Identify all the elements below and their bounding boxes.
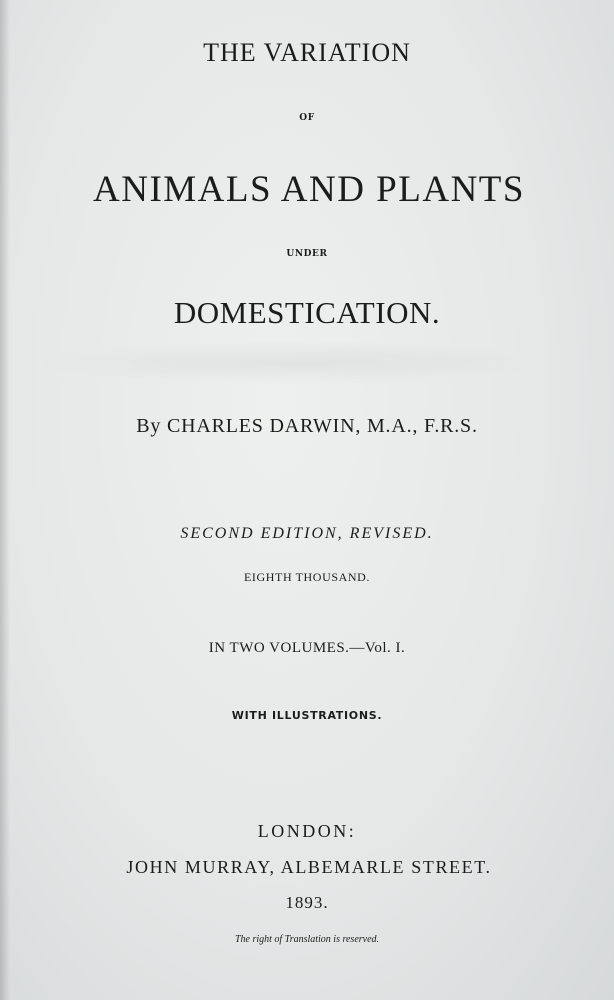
author-line: By CHARLES DARWIN, M.A., F.R.S. [136, 415, 478, 437]
illustrations-line: WITH ILLUSTRATIONS. [231, 709, 383, 722]
imprint-year: 1893. [285, 893, 329, 912]
printing-line: EIGHTH THOUSAND. [243, 570, 371, 584]
imprint-publisher: JOHN MURRAY, ALBEMARLE STREET. [126, 857, 492, 877]
title-line-3: DOMESTICATION. [173, 295, 441, 330]
title-line-2: ANIMALS AND PLANTS [93, 169, 525, 210]
connector-of: OF [299, 113, 315, 123]
title-line-1: THE VARIATION [203, 38, 411, 67]
volumes-line: IN TWO VOLUMES.—Vol. I. [208, 640, 406, 656]
rights-notice: The right of Translation is reserved. [234, 934, 380, 945]
edition-line: SECOND EDITION, REVISED. [180, 525, 434, 542]
imprint-city: LONDON: [257, 821, 357, 841]
connector-under: UNDER [286, 249, 328, 259]
